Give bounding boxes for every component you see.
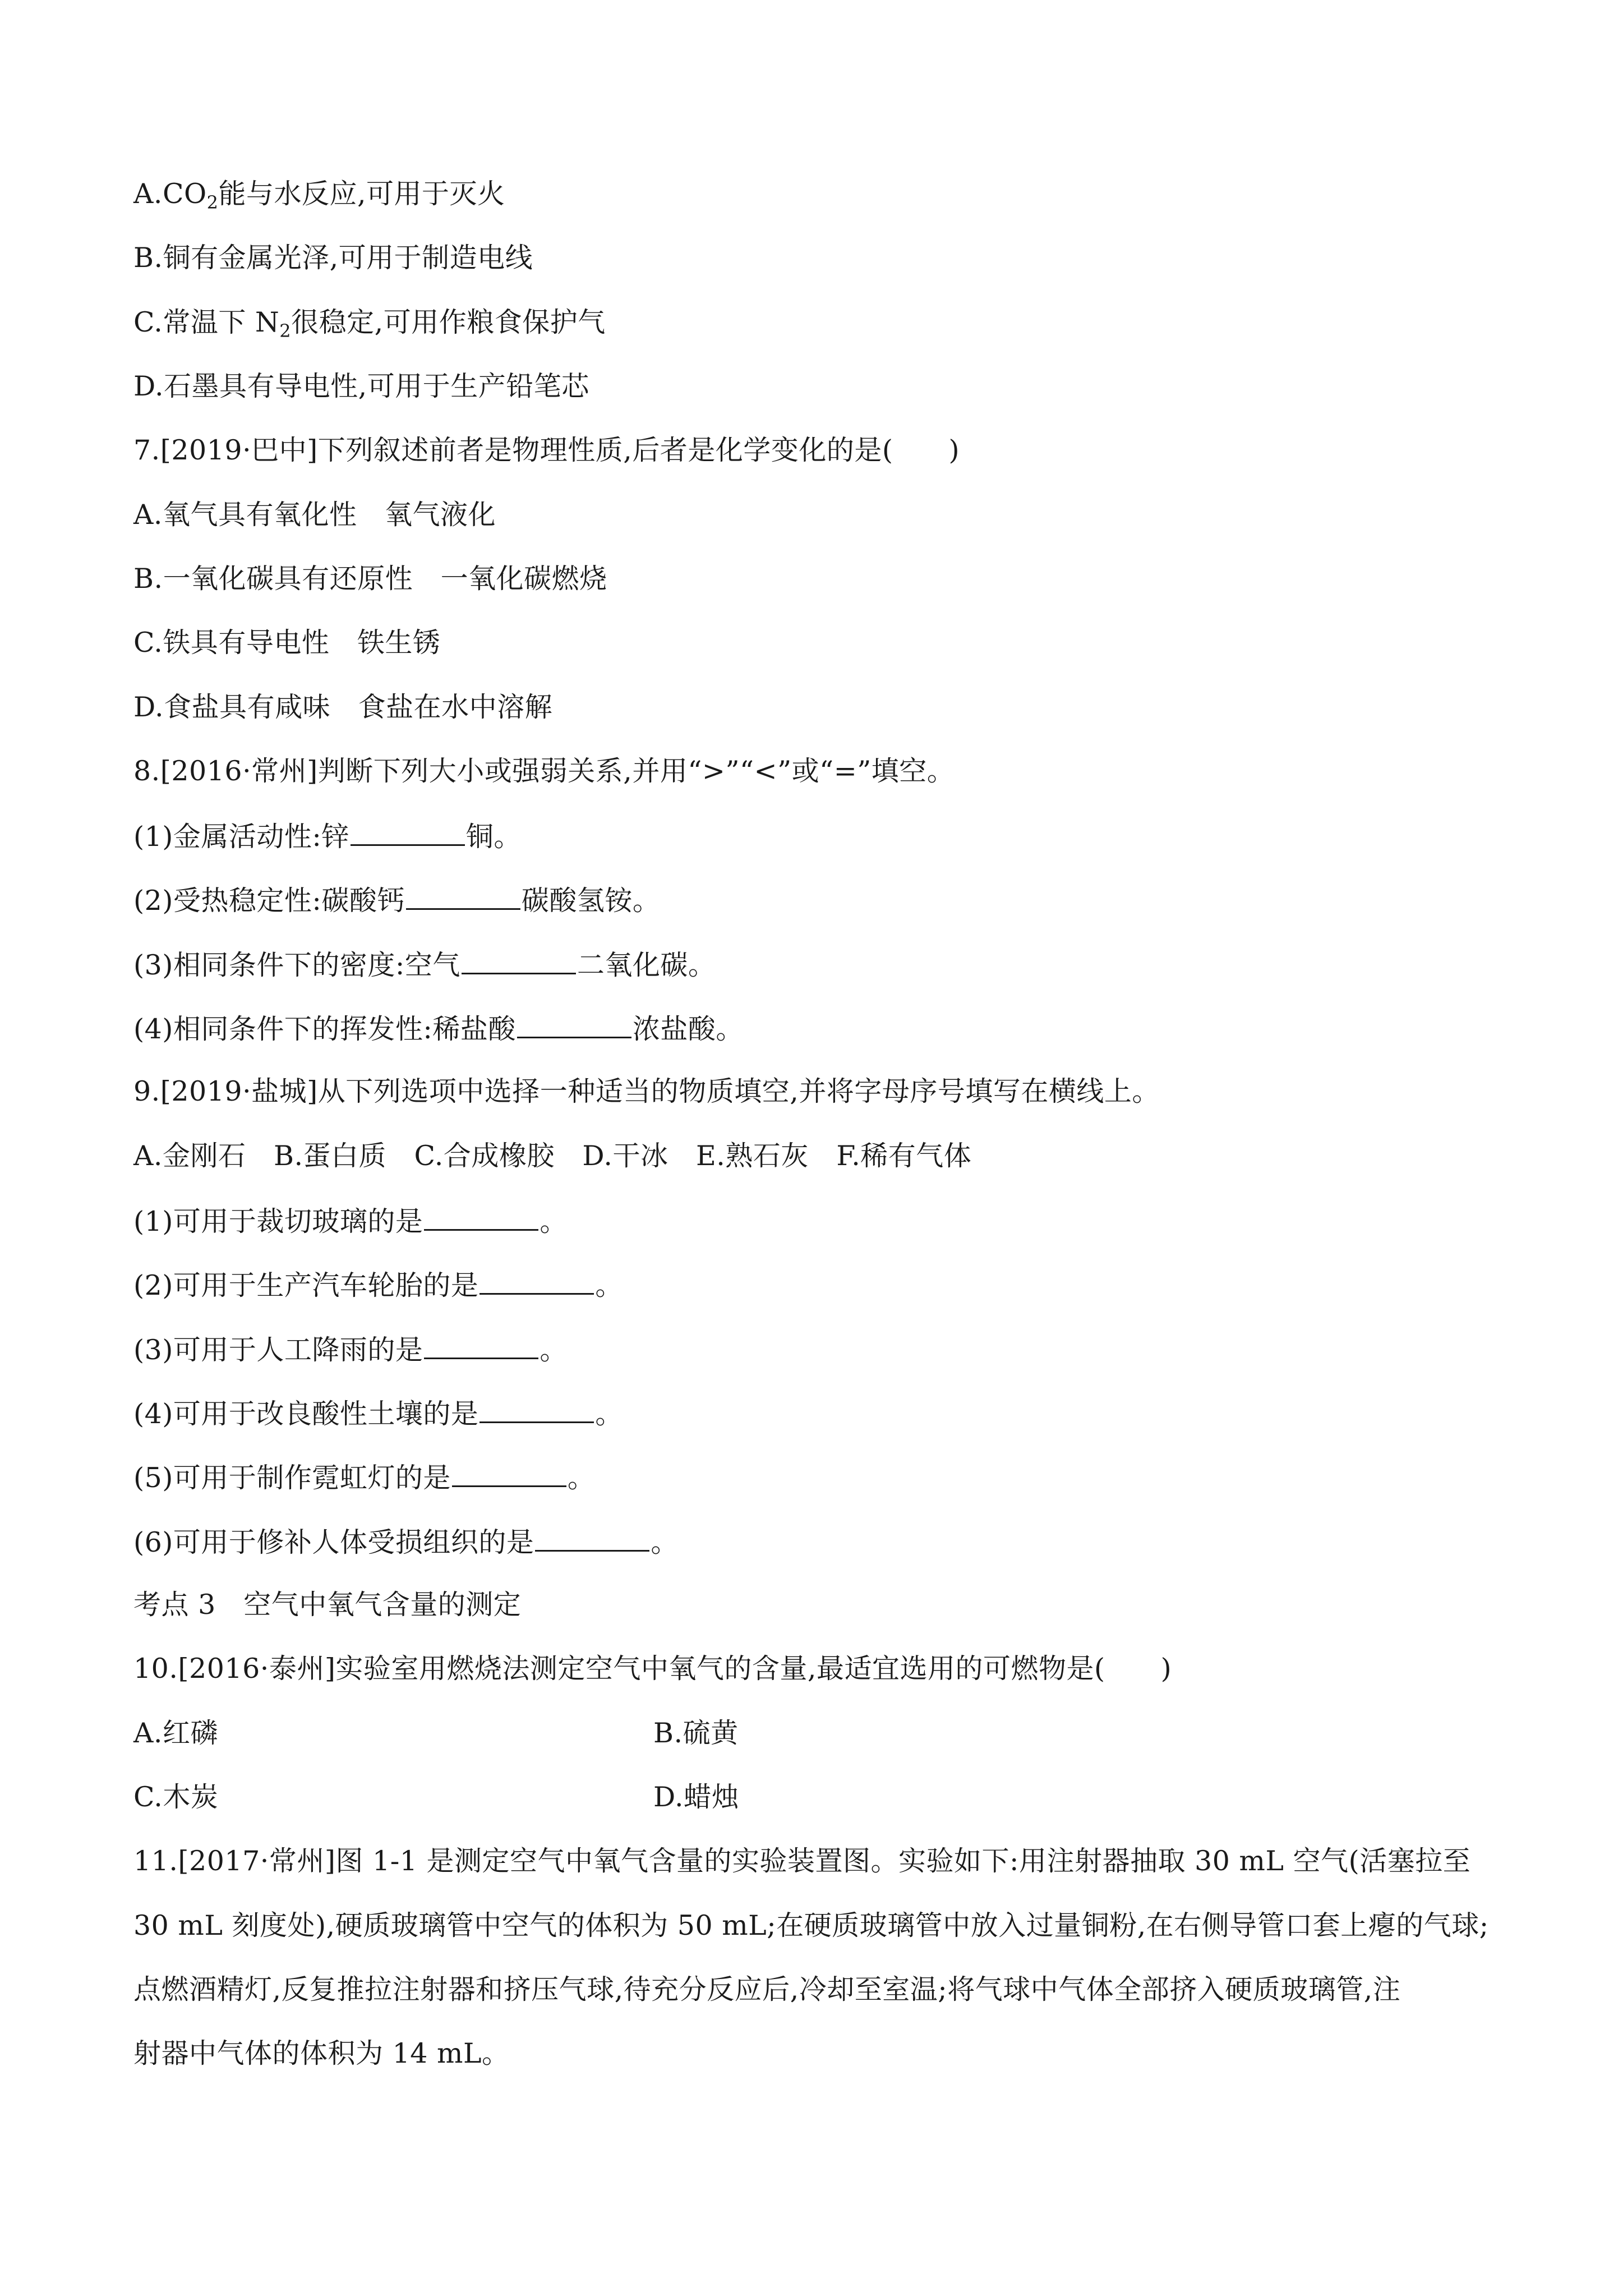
q11-line-1: 11.[2017·常州]图 1-1 是测定空气中氧气含量的实验装置图。实验如下:用注射器抽取 30 mL 空气(活塞拉至 <box>133 1845 1471 1877</box>
q8-item-3-text: (3)相同条件下的密度:空气 <box>133 949 460 981</box>
q6-option-c-post: 很稳定,可用作粮食保护气 <box>291 306 606 338</box>
q6-option-a-post: 能与水反应,可用于灭火 <box>218 178 505 210</box>
q9-item-5-end: 。 <box>567 1462 596 1494</box>
q9-options: A.金刚石 B.蛋白质 C.合成橡胶 D.干冰 E.熟石灰 F.稀有气体 <box>133 1140 972 1172</box>
q9-item-4-end: 。 <box>595 1398 623 1430</box>
q9-item-1 <box>133 1203 568 1239</box>
q9-item-1-blank[interactable] <box>424 1203 538 1231</box>
q10-stem: 10.[2016·泰州]实验室用燃烧法测定空气中氧气的含量,最适宜选用的可燃物是( ) <box>133 1653 1172 1685</box>
q6-option-c-pre: C.常温下 N <box>133 306 280 338</box>
q9-item-5 <box>133 1460 595 1495</box>
q9-item-2-text: (2)可用于生产汽车轮胎的是 <box>133 1269 479 1301</box>
q8-stem: 8.[2016·常州]判断下列大小或强弱关系,并用“>”“<”或“=”填空。 <box>133 755 955 787</box>
q8-item-2-text: (2)受热稳定性:碳酸钙 <box>133 885 405 917</box>
q9-stem: 9.[2019·盐城]从下列选项中选择一种适当的物质填空,并将字母序号填写在横线上。 <box>133 1075 1160 1107</box>
q10-option-a: A.红磷 <box>133 1717 218 1749</box>
q10-option-d: D.蜡烛 <box>653 1781 740 1813</box>
q6-option-d: D.石墨具有导电性,可用于生产铅笔芯 <box>133 370 589 402</box>
q6-option-a-sub: 2 <box>206 192 219 213</box>
q6-option-a <box>133 177 505 211</box>
q8-item-1 <box>133 818 522 854</box>
q6-option-c-sub: 2 <box>279 320 292 342</box>
q7-option-d: D.食盐具有咸味 食盐在水中溶解 <box>133 691 553 723</box>
q9-item-1-text: (1)可用于裁切玻璃的是 <box>133 1205 423 1237</box>
q8-item-4 <box>133 1011 744 1046</box>
q9-item-5-text: (5)可用于制作霓虹灯的是 <box>133 1462 451 1494</box>
q11-line-4: 射器中气体的体积为 14 mL。 <box>133 2037 510 2069</box>
q8-item-3 <box>133 947 716 982</box>
q8-item-2-end: 碳酸氢铵。 <box>521 885 661 917</box>
q9-item-6-blank[interactable] <box>535 1524 649 1552</box>
q9-item-2-blank[interactable] <box>479 1267 594 1295</box>
q9-item-6-text: (6)可用于修补人体受损组织的是 <box>133 1526 534 1558</box>
q9-item-3-blank[interactable] <box>424 1332 538 1359</box>
q9-item-5-blank[interactable] <box>452 1460 566 1487</box>
q8-item-3-blank[interactable] <box>462 947 576 974</box>
q11-line-3: 点燃酒精灯,反复推拉注射器和挤压气球,待充分反应后,冷却至室温;将气球中气体全部挤入硬质玻璃管,注 <box>133 1973 1401 2005</box>
q9-item-2-end: 。 <box>595 1269 623 1301</box>
q9-item-3-end: 。 <box>540 1334 568 1366</box>
q8-item-1-text: (1)金属活动性:锌 <box>133 821 349 853</box>
q9-item-2 <box>133 1267 623 1303</box>
q8-item-4-text: (4)相同条件下的挥发性:稀盐酸 <box>133 1013 516 1045</box>
q9-item-4-blank[interactable] <box>479 1396 594 1423</box>
q9-item-4-text: (4)可用于改良酸性土壤的是 <box>133 1398 479 1430</box>
q6-option-c <box>133 306 606 342</box>
q6-option-a-pre: A.CO <box>133 178 207 210</box>
q10-option-b: B.硫黄 <box>653 1717 739 1749</box>
q8-item-2 <box>133 882 660 918</box>
q10-option-c: C.木炭 <box>133 1781 219 1813</box>
section-heading: 考点 3 空气中氧气含量的测定 <box>133 1589 522 1621</box>
q6-option-b: B.铜有金属光泽,可用于制造电线 <box>133 242 533 274</box>
q7-option-a: A.氧气具有氧化性 氧气液化 <box>133 499 496 531</box>
q8-item-3-end: 二氧化碳。 <box>577 949 716 981</box>
q9-item-6 <box>133 1524 679 1559</box>
q8-item-4-blank[interactable] <box>517 1011 631 1038</box>
q11-line-2: 30 mL 刻度处),硬质玻璃管中空气的体积为 50 mL;在硬质玻璃管中放入过量铜粉,在右侧导管口套上瘪的气球; <box>133 1910 1489 1941</box>
q7-option-c: C.铁具有导电性 铁生锈 <box>133 627 441 659</box>
q8-item-4-end: 浓盐酸。 <box>632 1013 744 1045</box>
q8-item-2-blank[interactable] <box>406 882 520 910</box>
q7-stem: 7.[2019·巴中]下列叙述前者是物理性质,后者是化学变化的是( ) <box>133 434 960 466</box>
q8-item-1-end: 铜。 <box>465 821 522 853</box>
q7-option-b: B.一氧化碳具有还原性 一氧化碳燃烧 <box>133 563 607 595</box>
q9-item-6-end: 。 <box>651 1526 679 1558</box>
q8-item-1-blank[interactable] <box>351 818 465 846</box>
q9-item-3 <box>133 1332 568 1367</box>
q9-item-3-text: (3)可用于人工降雨的是 <box>133 1334 423 1366</box>
q9-item-1-end: 。 <box>540 1205 568 1237</box>
q9-item-4 <box>133 1396 623 1431</box>
